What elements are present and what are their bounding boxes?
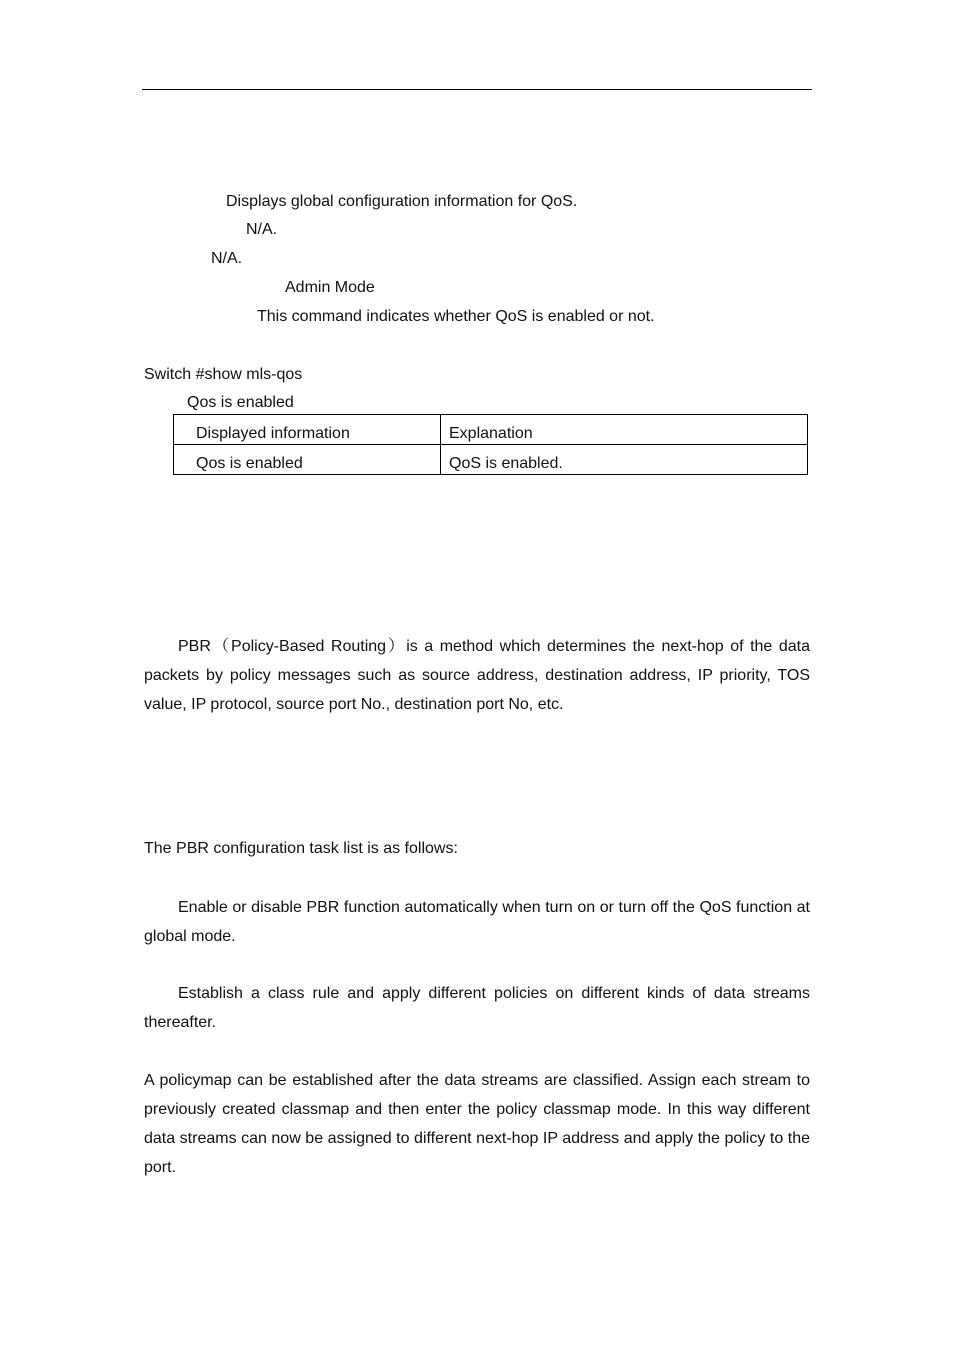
step-2-paragraph: Establish a class rule and apply different policies on different kinds of data streams thereafter. xyxy=(144,985,810,1031)
display-info-table xyxy=(173,414,808,475)
pbr-intro-paragraph: PBR（Policy-Based Routing）is a method which determines the next-hop of the data packets by policy messages such as source address, destination address, IP priority, TOS value, IP protocol, source port No., destination port No, etc. xyxy=(144,638,810,713)
task-list-intro: The PBR configuration task list is as follows: xyxy=(144,840,458,857)
table-header-cell: Displayed information xyxy=(174,415,441,445)
step-3-paragraph: A policymap can be established after the data streams are classified. Assign each stream to previously created classmap and then enter the policy classmap mode. In this way different data streams can now be assigned to different next-hop IP address and apply the policy to the port. xyxy=(144,1072,810,1176)
table-header-cell: Explanation xyxy=(441,415,808,445)
mode-text: Admin Mode xyxy=(285,279,375,296)
header-rule xyxy=(142,89,812,90)
table-cell: QoS is enabled. xyxy=(441,445,808,475)
example-output: Qos is enabled xyxy=(187,394,294,411)
function-text: Displays global configuration information for QoS. xyxy=(226,193,578,210)
table-header-row xyxy=(174,415,808,445)
usage-text: This command indicates whether QoS is enabled or not. xyxy=(257,308,655,325)
table-row xyxy=(174,445,808,475)
example-command: Switch #show mls-qos xyxy=(144,366,303,383)
parameters-text: N/A. xyxy=(246,221,278,238)
step-1-paragraph: Enable or disable PBR function automatically when turn on or turn off the QoS function at global mode. xyxy=(144,899,810,945)
default-text: N/A. xyxy=(211,250,243,267)
table-cell: Qos is enabled xyxy=(174,445,441,475)
